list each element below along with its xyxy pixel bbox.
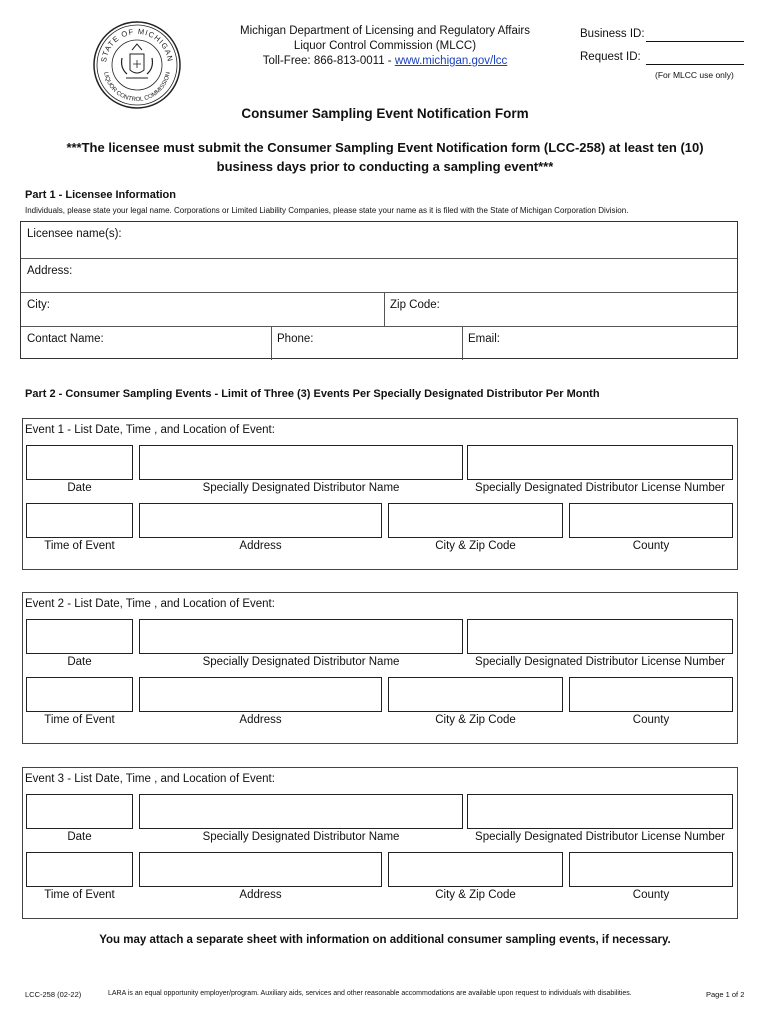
event-county-field[interactable]	[569, 677, 733, 712]
agency-name: Michigan Department of Licensing and Regulatory Affairs	[239, 25, 530, 37]
date-label: Date	[67, 831, 92, 843]
tollfree-number: Toll-Free: 866-813-0011 -	[262, 55, 395, 67]
event-title: Event 3 - List Date, Time , and Location of Event:	[25, 773, 275, 785]
sdd-license-field[interactable]	[467, 794, 733, 829]
time-label: Time of Event	[44, 540, 115, 552]
warning-line-2: business days prior to conducting a sampling event***	[216, 159, 554, 174]
date-label: Date	[67, 482, 92, 494]
contact-line	[220, 54, 550, 69]
event-city-zip-field[interactable]	[388, 852, 563, 887]
event-address-field[interactable]	[139, 503, 382, 538]
licensee-info-table	[20, 221, 738, 359]
sdd-name-field[interactable]	[139, 619, 463, 654]
business-id-label: Business ID:	[580, 28, 645, 40]
website-link[interactable]: www.michigan.gov/lcc	[394, 55, 508, 67]
phone-label: Phone:	[277, 333, 314, 345]
attach-note: You may attach a separate sheet with information on additional consumer sampling events, if necessary.	[99, 934, 671, 946]
agency-header	[220, 24, 550, 69]
request-id-field[interactable]	[646, 64, 744, 65]
sdd-license-field[interactable]	[467, 619, 733, 654]
county-label: County	[632, 540, 670, 552]
licensee-name-field[interactable]	[21, 222, 737, 258]
event-county-field[interactable]	[569, 503, 733, 538]
event-date-field[interactable]	[26, 794, 133, 829]
address-row	[21, 258, 737, 292]
mlcc-use-note: (For MLCC use only)	[655, 70, 734, 80]
contact-name-label: Contact Name:	[27, 333, 104, 345]
svg-text:STATE OF MICHIGAN: STATE OF MICHIGAN	[99, 26, 175, 63]
event-3-block	[22, 767, 738, 919]
city-zip-row	[21, 292, 737, 326]
part1-note: Individuals, please state your legal name. Corporations or Limited Liability Companies, please state your name as it is filed with the State of Michigan Corporation Division.	[25, 206, 629, 215]
event-city-zip-field[interactable]	[388, 677, 563, 712]
address-label: Address:	[27, 265, 73, 277]
event-time-field[interactable]	[26, 852, 133, 887]
city-zip-label: City & Zip Code	[435, 540, 516, 552]
contact-name-field[interactable]	[21, 327, 271, 360]
address-field[interactable]	[21, 259, 737, 292]
eeo-statement: LARA is an equal opportunity employer/program. Auxiliary aids, services and other reasonable accommodations are available upon request to individuals with disabilities.	[108, 990, 632, 997]
address-label: Address	[239, 714, 282, 726]
event-2-block	[22, 592, 738, 744]
zip-code-field[interactable]	[384, 293, 739, 326]
county-label: County	[632, 889, 670, 901]
submission-warning	[30, 138, 740, 176]
licensee-name-label: Licensee name(s):	[27, 228, 122, 240]
address-label: Address	[239, 889, 282, 901]
form-title: Consumer Sampling Event Notification Form	[241, 106, 529, 121]
commission-name: Liquor Control Commission (MLCC)	[293, 40, 477, 52]
contact-row	[21, 326, 737, 360]
event-date-field[interactable]	[26, 445, 133, 480]
request-id-label: Request ID:	[580, 51, 641, 63]
sdd-name-label: Specially Designated Distributor Name	[202, 656, 400, 668]
event-time-field[interactable]	[26, 677, 133, 712]
warning-line-1: ***The licensee must submit the Consumer Sampling Event Notification form (LCC-258) at least ten (10)	[66, 140, 704, 155]
event-title: Event 1 - List Date, Time , and Location of Event:	[25, 424, 275, 436]
address-label: Address	[239, 540, 282, 552]
sdd-name-field[interactable]	[139, 794, 463, 829]
sdd-license-field[interactable]	[467, 445, 733, 480]
city-label: City:	[27, 299, 50, 311]
city-zip-label: City & Zip Code	[435, 889, 516, 901]
form-number: LCC-258 (02-22)	[25, 990, 82, 999]
time-label: Time of Event	[44, 889, 115, 901]
email-field[interactable]	[462, 327, 739, 360]
event-1-block	[22, 418, 738, 570]
sdd-license-label: Specially Designated Distributor License Number	[475, 831, 725, 843]
date-label: Date	[67, 656, 92, 668]
phone-field[interactable]	[271, 327, 462, 360]
county-label: County	[632, 714, 670, 726]
sdd-name-label: Specially Designated Distributor Name	[202, 482, 400, 494]
sdd-name-field[interactable]	[139, 445, 463, 480]
zip-code-label: Zip Code:	[390, 299, 440, 311]
business-id-row	[580, 28, 645, 40]
svg-text:LIQUOR CONTROL COMMISSION: LIQUOR CONTROL COMMISSION	[102, 71, 172, 104]
event-date-field[interactable]	[26, 619, 133, 654]
sdd-license-label: Specially Designated Distributor License Number	[475, 656, 725, 668]
time-label: Time of Event	[44, 714, 115, 726]
email-label: Email:	[468, 333, 500, 345]
event-county-field[interactable]	[569, 852, 733, 887]
event-address-field[interactable]	[139, 852, 382, 887]
event-city-zip-field[interactable]	[388, 503, 563, 538]
event-address-field[interactable]	[139, 677, 382, 712]
part2-title: Part 2 - Consumer Sampling Events - Limit of Three (3) Events Per Specially Designated Distributor Per Month	[25, 388, 600, 400]
page-number: Page 1 of 2	[706, 990, 745, 999]
city-field[interactable]	[21, 293, 384, 326]
licensee-name-row	[21, 222, 737, 258]
state-seal-logo	[92, 20, 182, 110]
part1-title: Part 1 - Licensee Information	[25, 189, 176, 201]
business-id-field[interactable]	[646, 41, 744, 42]
event-title: Event 2 - List Date, Time , and Location of Event:	[25, 598, 275, 610]
event-time-field[interactable]	[26, 503, 133, 538]
request-id-row	[580, 51, 641, 63]
sdd-name-label: Specially Designated Distributor Name	[202, 831, 400, 843]
sdd-license-label: Specially Designated Distributor License Number	[475, 482, 725, 494]
city-zip-label: City & Zip Code	[435, 714, 516, 726]
